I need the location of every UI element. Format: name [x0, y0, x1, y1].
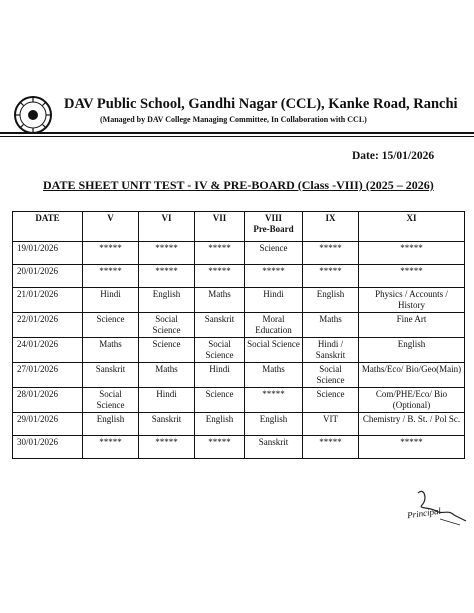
table-header-row: [13, 212, 465, 242]
column-header: XI: [359, 212, 465, 242]
date-cell: 19/01/2026: [13, 242, 83, 265]
subject-cell: English: [303, 288, 359, 313]
school-logo: [13, 95, 53, 135]
subject-cell: Hindi: [83, 288, 139, 313]
subject-cell: Science: [195, 388, 245, 413]
subject-cell: Science: [83, 313, 139, 338]
table-row: [13, 413, 465, 436]
subject-cell: *****: [359, 242, 465, 265]
subject-cell: Sanskrit: [139, 413, 195, 436]
subject-cell: *****: [83, 436, 139, 459]
subject-cell: Hindi / Sanskrit: [303, 338, 359, 363]
date-sheet-title: DATE SHEET UNIT TEST - IV & PRE-BOARD (Class -VIII) (2025 – 2026): [43, 178, 434, 192]
date-cell: 22/01/2026: [13, 313, 83, 338]
date-sheet-table: [12, 211, 465, 459]
subject-cell: Maths: [83, 338, 139, 363]
table-body: [13, 242, 465, 459]
subject-cell: Maths: [245, 363, 303, 388]
subject-cell: English: [245, 413, 303, 436]
subject-cell: *****: [83, 265, 139, 288]
subject-cell: Physics / Accounts / History: [359, 288, 465, 313]
header-rule-thin: [0, 136, 474, 137]
subject-cell: Social Science: [195, 338, 245, 363]
subject-cell: English: [359, 338, 465, 363]
header-rule: [0, 132, 474, 134]
table-row: [13, 288, 465, 313]
subject-cell: English: [139, 288, 195, 313]
subject-cell: *****: [139, 436, 195, 459]
issue-date: Date: 15/01/2026: [352, 150, 435, 162]
subject-cell: *****: [139, 265, 195, 288]
subject-cell: Maths: [195, 288, 245, 313]
table-row: [13, 338, 465, 363]
subject-cell: *****: [139, 242, 195, 265]
subject-cell: Com/PHE/Eco/ Bio (Optional): [359, 388, 465, 413]
subject-cell: *****: [359, 265, 465, 288]
subject-cell: Science: [139, 338, 195, 363]
subject-cell: Science: [245, 242, 303, 265]
subject-cell: Maths: [303, 313, 359, 338]
subject-cell: *****: [303, 436, 359, 459]
subject-cell: *****: [195, 436, 245, 459]
column-header: VI: [139, 212, 195, 242]
column-header: DATE: [13, 212, 83, 242]
subject-cell: Sanskrit: [195, 313, 245, 338]
subject-cell: Hindi: [195, 363, 245, 388]
subject-cell: Social Science: [83, 388, 139, 413]
subject-cell: *****: [245, 265, 303, 288]
subject-cell: Hindi: [139, 388, 195, 413]
column-header: VII: [195, 212, 245, 242]
subject-cell: Moral Education: [245, 313, 303, 338]
column-header: V: [83, 212, 139, 242]
column-header: VIII Pre-Board: [245, 212, 303, 242]
subject-cell: Maths/Eco/ Bio/Geo(Main): [359, 363, 465, 388]
subject-cell: Social Science: [139, 313, 195, 338]
date-cell: 29/01/2026: [13, 413, 83, 436]
table-row: [13, 242, 465, 265]
subject-cell: *****: [303, 265, 359, 288]
subject-cell: VIT: [303, 413, 359, 436]
subject-cell: Sanskrit: [83, 363, 139, 388]
date-cell: 28/01/2026: [13, 388, 83, 413]
subject-cell: Maths: [139, 363, 195, 388]
subject-cell: *****: [303, 242, 359, 265]
subject-cell: Chemistry / B. St. / Pol Sc.: [359, 413, 465, 436]
date-cell: 30/01/2026: [13, 436, 83, 459]
subject-cell: English: [195, 413, 245, 436]
table-row: [13, 265, 465, 288]
subject-cell: *****: [195, 265, 245, 288]
date-cell: 20/01/2026: [13, 265, 83, 288]
subject-cell: English: [83, 413, 139, 436]
subject-cell: *****: [83, 242, 139, 265]
school-name: DAV Public School, Gandhi Nagar (CCL), Kanke Road, Ranchi: [64, 96, 458, 112]
date-cell: 21/01/2026: [13, 288, 83, 313]
subject-cell: *****: [359, 436, 465, 459]
subject-cell: Sanskrit: [245, 436, 303, 459]
school-subtitle: (Managed by DAV College Managing Committee, In Collaboration with CCL): [100, 115, 367, 124]
table-row: [13, 313, 465, 338]
subject-cell: Hindi: [245, 288, 303, 313]
subject-cell: Science: [303, 388, 359, 413]
column-header: IX: [303, 212, 359, 242]
subject-cell: Social Science: [303, 363, 359, 388]
table-row: [13, 436, 465, 459]
subject-cell: Fine Art: [359, 313, 465, 338]
table-row: [13, 363, 465, 388]
date-cell: 27/01/2026: [13, 363, 83, 388]
signature-label: Principal: [406, 505, 442, 521]
subject-cell: *****: [245, 388, 303, 413]
subject-cell: *****: [195, 242, 245, 265]
subject-cell: Social Science: [245, 338, 303, 363]
table-row: [13, 388, 465, 413]
date-cell: 24/01/2026: [13, 338, 83, 363]
